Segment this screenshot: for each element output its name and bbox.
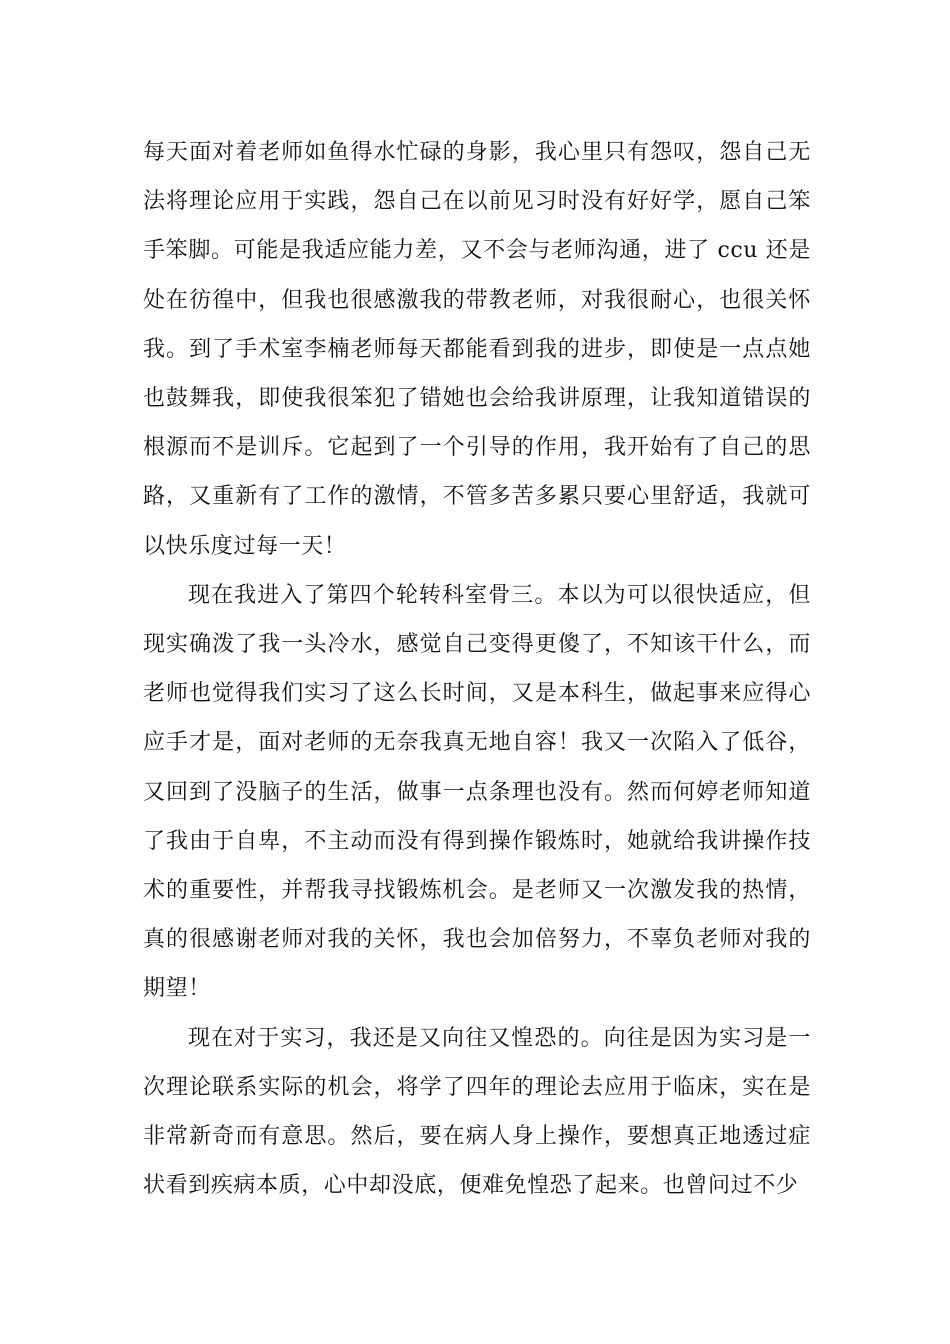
paragraph-3: 现在对于实习，我还是又向往又惶恐的。向往是因为实习是一次理论联系实际的机会，将学了四年的理论去应用于临床，实在是非常新奇而有意思。然后，要在病人身上操作，要想真正地透过症状看到疾病本质，心中却没底，便难免惶恐了起来。也曾问过不少 [143, 1025, 811, 1199]
paragraph-2: 现在我进入了第四个轮转科室骨三。本以为可以很快适应，但现实确泼了我一头冷水，感觉自己变得更傻了，不知该干什么，而老师也觉得我们实习了这么长时间，又是本科生，做起事来应得心应手才是，面对老师的无奈我真无地自容！我又一次陷入了低谷，又回到了没脑子的生活，做事一点条理也没有。然而何婷老师知道了我由于自卑，不主动而没有得到操作锻炼时，她就给我讲操作技术的重要性，并帮我寻找锻炼机会。是老师又一次激发我的热情，真的很感谢老师对我的关怀，我也会加倍努力，不辜负老师对我的期望！ [143, 582, 811, 1002]
paragraph-1: 每天面对着老师如鱼得水忙碌的身影，我心里只有怨叹，怨自己无法将理论应用于实践，怨自己在以前见习时没有好好学，愿自己笨手笨脚。可能是我适应能力差，又不会与老师沟通，进了 ccu 还是处在彷徨中，但我也很感激我的带教老师，对我很耐心，也很关怀我。到了手术室李楠老师每天都能看到我的进步，即使是一点点她也鼓舞我，即使我很笨犯了错她也会给我讲原理，让我知道错误的根源而不是训斥。它起到了一个引导的作用，我开始有了自己的思路，又重新有了工作的激情，不管多苦多累只要心里舒适，我就可以快乐度过每一天！ [143, 140, 811, 559]
document-body [143, 128, 811, 1210]
